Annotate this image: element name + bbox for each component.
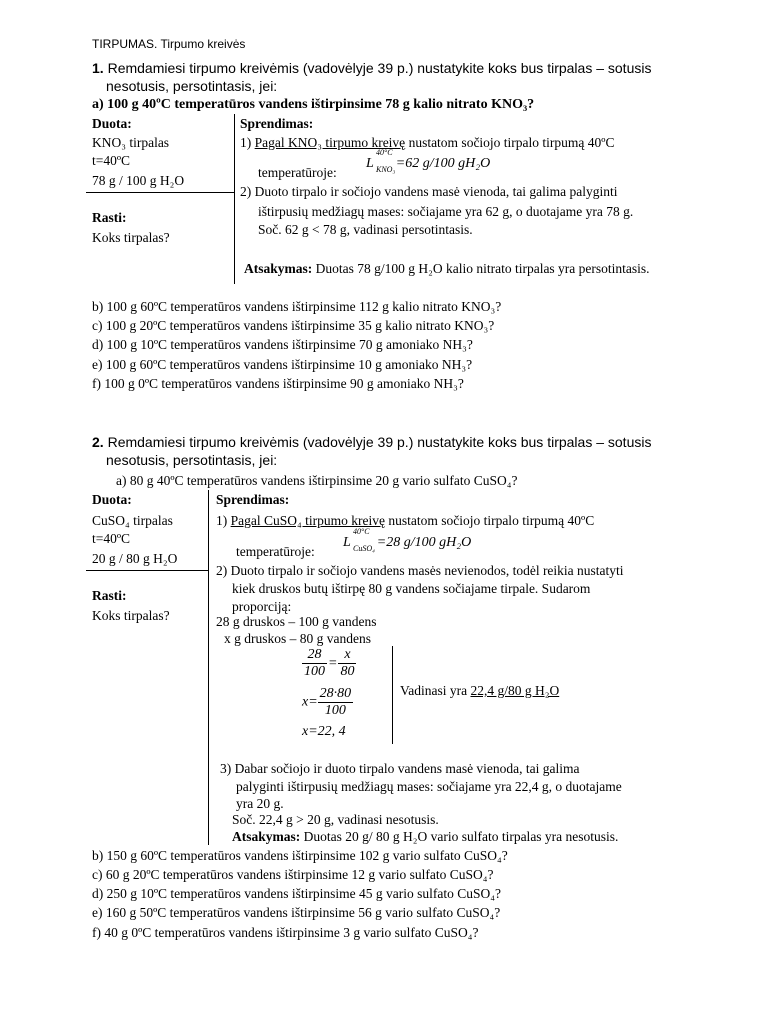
task-1-solution-title: Sprendimas: <box>240 116 314 131</box>
task-2-part: c) 60 g 20ºC temperatūros vandens ištirpinsime 12 g vario sulfato CuSO₄? <box>92 867 494 882</box>
task-1-part: b) 100 g 60ºC temperatūros vandens ištirpinsime 112 g kalio nitrato KNO₃? <box>92 299 502 314</box>
task-2-proportion-line-2: x g druskos – 80 g vandens <box>224 631 371 646</box>
task-1-divider <box>86 192 234 193</box>
task-2-x-result: x=22, 4 <box>302 724 346 739</box>
task-2-given-title: Duota: <box>92 492 132 507</box>
formula-value: =28 g/100 gH₂O <box>376 535 472 550</box>
task-2-divider <box>86 570 208 571</box>
denominator: 80 <box>340 664 355 679</box>
task-2-step-3-line-1: 3) Dabar sočiojo ir duoto tirpalo vandens masė vienoda, tai galima <box>220 761 580 776</box>
formula-subscript: KNO₃ <box>376 165 396 174</box>
task-1-part-a: a) 100 g 40ºC temperatūros vandens ištirpinsime 78 g kalio nitrato KNO₃? <box>92 97 535 112</box>
task-1-find: Koks tirpalas? <box>92 230 170 245</box>
task-2-step-2-line-1: 2) Duoto tirpalo ir sočiojo vandens masės nevienodos, todėl reikia nustatyti <box>216 563 624 578</box>
task-1-given-item: 78 g / 100 g H₂O <box>92 173 185 188</box>
task-2-find-title: Rasti: <box>92 588 127 603</box>
task-2-step-2-line-2: kiek druskos butų ištirpę 80 g vandens sočiajame tirpale. Sudarom <box>232 581 591 596</box>
task-1-part: c) 100 g 20ºC temperatūros vandens ištirpinsime 35 g kalio nitrato KNO₃? <box>92 318 495 333</box>
task-2-proportion-equation <box>302 647 356 680</box>
step-number: 1) <box>240 135 255 150</box>
task-2-part: e) 160 g 50ºC temperatūros vandens ištirpinsime 56 g vario sulfato CuSO₄? <box>92 905 501 920</box>
task-1-step-2-line-1: 2) Duoto tirpalo ir sočiojo vandens masė vienoda, tai galima palyginti <box>240 184 618 199</box>
task-2-part: f) 40 g 0ºC temperatūros vandens ištirpinsime 3 g vario sulfato CuSO₄? <box>92 925 479 940</box>
task-2-solution-title: Sprendimas: <box>216 492 290 507</box>
conclusion-text: Vadinasi yra <box>400 683 471 698</box>
task-2-step-3-line-4: Soč. 22,4 g > 20 g, vadinasi nesotusis. <box>232 812 439 827</box>
task-2-conclusion <box>400 682 559 699</box>
task-1-step-2-line-3: Soč. 62 g < 78 g, vadinasi persotintasis. <box>258 222 473 237</box>
numerator: x <box>338 647 356 664</box>
task-2-number: 2. <box>92 434 104 450</box>
equals-sign: = <box>328 655 338 671</box>
task-1-given-item: KNO₃ tirpalas <box>92 135 170 150</box>
task-2-part-a: a) 80 g 40ºC temperatūros vandens ištirpinsime 20 g vario sulfato CuSO₄? <box>116 473 518 488</box>
step-text: nustatom sočiojo tirpalo tirpumą 40ºC <box>405 135 615 150</box>
task-1-part: f) 100 g 0ºC temperatūros vandens ištirpinsime 90 g amoniako NH₃? <box>92 376 464 391</box>
task-2-curve-reference: Pagal CuSO₄ tirpumo kreivę <box>230 513 385 528</box>
answer-label: Atsakymas: <box>232 829 301 844</box>
task-1-intro-text: Remdamiesi tirpumo kreivėmis (vadovėlyje 39 p.) nustatykite koks bus tirpalas – sotusis <box>107 60 652 76</box>
fraction <box>302 647 327 680</box>
task-2-answer <box>232 828 618 845</box>
task-2-step-3-line-2: palyginti ištirpusių medžiagų mases: sočiajame yra 22,4 g, o duotajame <box>236 779 622 794</box>
page-title: TIRPUMAS. Tirpumo kreivės <box>92 37 246 51</box>
task-2-intro-text: Remdamiesi tirpumo kreivėmis (vadovėlyje 39 p.) nustatykite koks bus tirpalas – sotusis <box>107 434 652 450</box>
formula-subscript: CuSO₄ <box>353 544 375 553</box>
task-2-x-equation <box>302 686 353 719</box>
task-1-step-1 <box>240 134 614 151</box>
answer-text: Duotas 78 g/100 g H₂O kalio nitrato tirpalas yra persotintasis. <box>312 261 650 276</box>
step-number: 1) <box>216 513 231 528</box>
numerator: 28·80 <box>319 686 352 701</box>
task-2-step-2-line-3: proporciją: <box>232 599 292 614</box>
task-1-step-1-line-2: temperatūroje: <box>258 165 337 180</box>
task-1-separator <box>234 114 235 284</box>
answer-text: Duotas 20 g/ 80 g H₂O vario sulfato tirpalas yra nesotusis. <box>300 829 619 844</box>
task-2-step-1-line-2: temperatūroje: <box>236 544 315 559</box>
step-text: nustatom sočiojo tirpalo tirpumą 40ºC <box>384 513 595 528</box>
task-1-answer <box>244 260 650 277</box>
formula-superscript: 40°C <box>376 148 393 157</box>
x-label: x= <box>302 694 318 710</box>
task-1-given-item: t=40ºC <box>92 153 131 168</box>
task-2-part: d) 250 g 10ºC temperatūros vandens ištirpinsime 45 g vario sulfato CuSO₄? <box>92 886 501 901</box>
task-1-number: 1. <box>92 60 104 76</box>
task-2-given-item: CuSO₄ tirpalas <box>92 513 173 528</box>
task-2-intro-line-1 <box>92 434 651 451</box>
task-1-intro-line-1 <box>92 60 651 77</box>
task-1-step-2-line-2: ištirpusių medžiagų mases: sočiajame yra 62 g, o duotajame yra 78 g. <box>258 204 634 219</box>
fraction <box>318 686 354 719</box>
numerator: 28 <box>302 647 327 664</box>
task-1-part: d) 100 g 10ºC temperatūros vandens ištirpinsime 70 g amoniako NH₃? <box>92 337 473 352</box>
task-2-separator <box>208 490 209 845</box>
task-2-find: Koks tirpalas? <box>92 608 170 623</box>
task-2-proportion-line-1: 28 g druskos – 100 g vandens <box>216 614 377 629</box>
answer-label: Atsakymas: <box>244 261 313 276</box>
task-2-given-item: t=40ºC <box>92 531 131 546</box>
formula-superscript: 40°C <box>353 527 370 536</box>
task-2-intro-line-2: nesotusis, persotintasis, jei: <box>106 452 278 468</box>
conclusion-value: 22,4 g/80 g H₂O <box>470 683 560 698</box>
task-1-find-title: Rasti: <box>92 210 127 225</box>
task-2-step-1 <box>216 512 594 529</box>
task-1-part: e) 100 g 60ºC temperatūros vandens ištirpinsime 10 g amoniako NH₃? <box>92 357 473 372</box>
formula-value: =62 g/100 gH₂O <box>395 156 491 171</box>
task-1-given-title: Duota: <box>92 116 132 131</box>
denominator: 100 <box>304 664 325 679</box>
task-2-equation-separator <box>392 646 393 744</box>
task-1-solubility-formula: L 40°C KNO₃ =62 g/100 gH₂O <box>366 148 491 174</box>
task-2-solubility-formula: L 40°C CuSO₄ =28 g/100 gH₂O <box>343 527 472 553</box>
task-2-step-3-line-3: yra 20 g. <box>236 796 284 811</box>
task-2-part: b) 150 g 60ºC temperatūros vandens ištirpinsime 102 g vario sulfato CuSO₄? <box>92 848 508 863</box>
fraction <box>338 647 356 680</box>
task-1-curve-reference: Pagal KNO₃ tirpumo kreivę <box>254 135 406 150</box>
denominator: 100 <box>324 703 346 718</box>
task-2-given-item: 20 g / 80 g H₂O <box>92 551 178 566</box>
task-1-intro-line-2: nesotusis, persotintasis, jei: <box>106 78 278 94</box>
